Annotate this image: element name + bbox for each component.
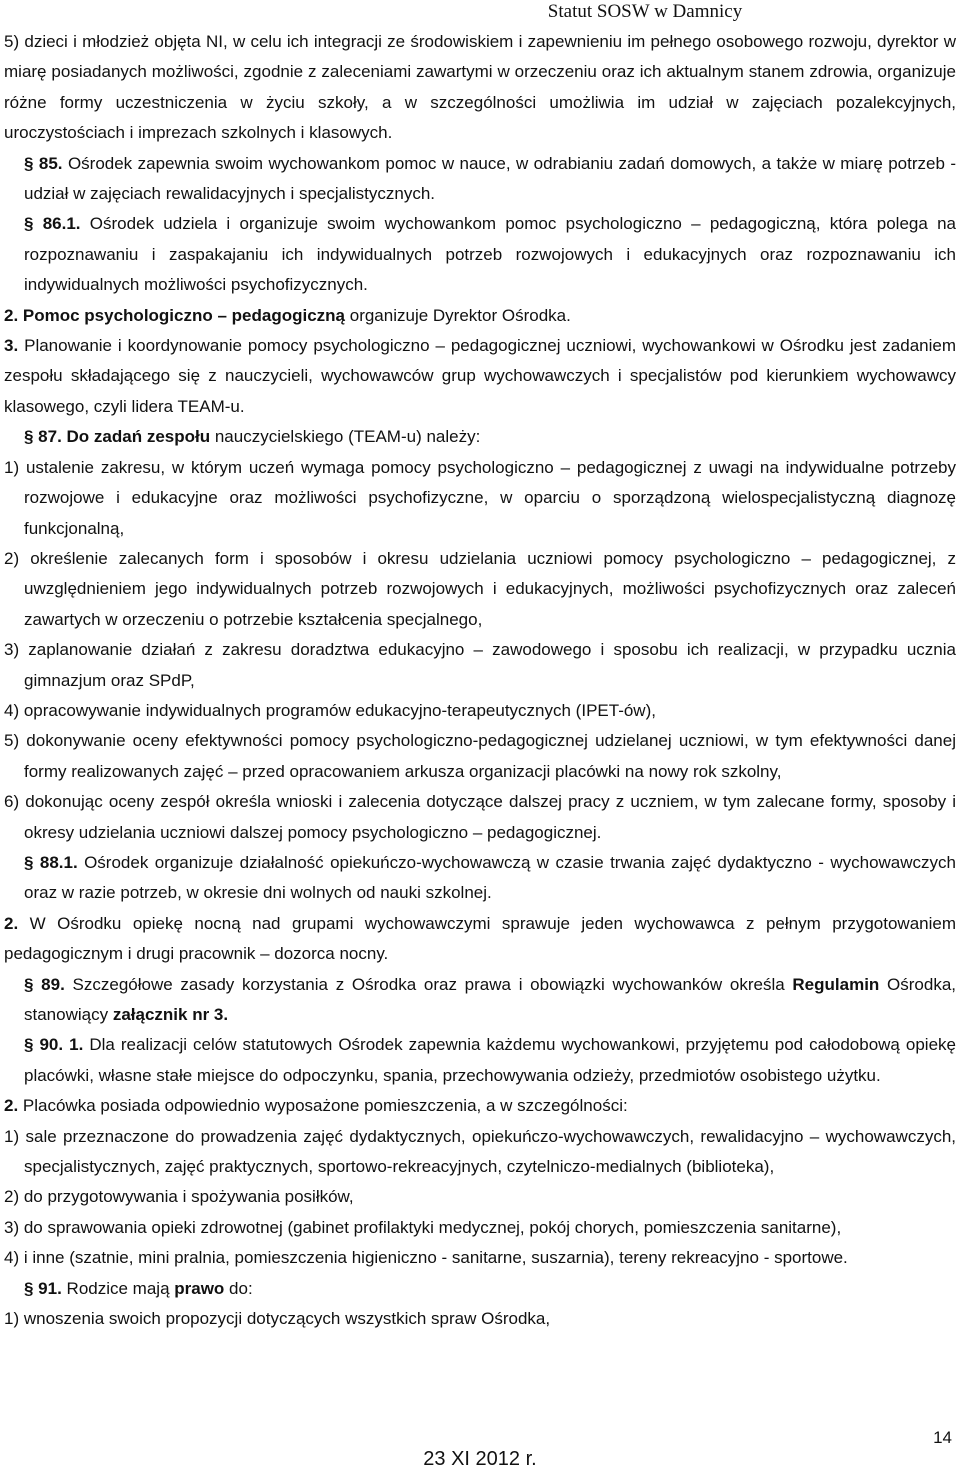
paragraph-86-3: 3. Planowanie i koordynowanie pomocy psychologiczno – pedagogicznej uczniowi, wychowankowi w Ośrodku jest zadaniem zespołu składającego się z nauczycieli, wychowawców grup wychowawczych i specjalistów pod kierunkiem wychowawcy klasowego, czyli lidera TEAM-u. (4, 336, 956, 416)
paragraph-90-2: 2. Placówka posiada odpowiednio wyposażone pomieszczenia, a w szczególności: (4, 1096, 628, 1116)
document-body (4, 27, 956, 1334)
list-item: 2) określenie zalecanych form i sposobów i okresu udzielania uczniowi pomocy psychologiczno – pedagogicznej, z uwzględnieniem jego indywidualnych potrzeb rozwojowych i edukacyjnych, możliwości psychofizycznych oraz zaleceń zawartych w orzeczeniu o potrzebie kształcenia specjalnego, (4, 548, 956, 629)
list-item: 2) do przygotowywania i spożywania posiłków, (4, 1187, 354, 1207)
list-item: 6) dokonując oceny zespół określa wnioski i zalecenia dotyczące dalszej pracy z uczniem, w tym zalecane formy, sposoby i okresy udzielania uczniowi dalszej pomocy psychologiczno – pedagogicznej. (4, 792, 956, 842)
list-item: 3) do sprawowania opieki zdrowotnej (gabinet profilaktyki medycznej, pokój chorych, pomieszczenia sanitarne), (4, 1217, 842, 1237)
paragraph-87: § 87. Do zadań zespołu nauczycielskiego (TEAM-u) należy: (24, 427, 481, 447)
footer-date: 23 XI 2012 r. (423, 1448, 537, 1470)
paragraph-91: § 91. Rodzice mają prawo do: (24, 1278, 253, 1298)
list-item: 5) dokonywanie oceny efektywności pomocy psychologiczno-pedagogicznej udzielanej uczniowi, w tym efektywności danej formy realizowanych zajęć – przed opracowaniem arkusza organizacji placówki na nowy rok szkolny, (4, 731, 956, 781)
page-number: 14 (933, 1428, 952, 1447)
paragraph-item-5: 5) dzieci i młodzież objęta NI, w celu ich integracji ze środowiskiem i zapewnieniu im pełnego osobowego rozwoju, dyrektor w miarę posiadanych możliwości, zgodnie z zaleceniami zawartymi w orzeczeniu oraz ich aktualnym stanem zdrowia, organizuje różne formy uczestniczenia w życiu szkoły, a w szczególności umożliwia im udział w zajęciach pozalekcyjnych, uroczystościach i imprezach szkolnych i klasowych. (4, 32, 956, 143)
paragraph-89: § 89. Szczegółowe zasady korzystania z Ośrodka oraz prawa i obowiązki wychowanków określa Regulamin Ośrodka, stanowiący załącznik nr 3. (24, 974, 957, 1024)
paragraph-85: § 85. Ośrodek zapewnia swoim wychowankom pomoc w nauce, w odrabianiu zadań domowych, a także w miarę potrzeb - udział w zajęciach rewalidacyjnych i specjalistycznych. (24, 153, 957, 204)
list-item: 4) opracowywanie indywidualnych programów edukacyjno-terapeutycznych (IPET-ów), (4, 700, 656, 720)
paragraph-86-1: § 86.1. Ośrodek udziela i organizuje swoim wychowankom pomoc psychologiczno – pedagogiczną, która polega na rozpoznawaniu i zaspakajaniu ich indywidualnych potrzeb rozwojowych i edukacyjnych oraz rozpoznawaniu ich indywidualnych możliwości psychofizycznych. (24, 214, 956, 295)
list-item: 1) ustalenie zakresu, w którym uczeń wymaga pomocy psychologiczno – pedagogicznej z uwagi na indywidualne potrzeby rozwojowe i edukacyjne oraz możliwości psychofizyczne, w oparciu o sporządzoną wielospecjalistyczną diagnozę funkcjonalną, (4, 457, 956, 538)
list-item: 4) i inne (szatnie, mini pralnia, pomieszczenia higieniczno - sanitarne, suszarnia), tereny rekreacyjno - sportowe. (4, 1248, 848, 1268)
list-item: 3) zaplanowanie działań z zakresu doradztwa edukacyjno – zawodowego i sposobu ich realizacji, w przypadku ucznia gimnazjum oraz SPdP, (4, 640, 956, 690)
paragraph-86-2: 2. Pomoc psychologiczno – pedagogiczną organizuje Dyrektor Ośrodka. (4, 305, 571, 325)
paragraph-88-1: § 88.1. Ośrodek organizuje działalność opiekuńczo-wychowawczą w czasie trwania zajęć dydaktyczno - wychowawczych oraz w razie potrzeb, w okresie dni wolnych od nauki szkolnej. (24, 852, 956, 903)
page-header: Statut SOSW w Damnicy (547, 1, 743, 22)
list-item: 1) wnoszenia swoich propozycji dotyczących wszystkich spraw Ośrodka, (4, 1309, 551, 1329)
paragraph-90-1: § 90. 1. Dla realizacji celów statutowych Ośrodek zapewnia każdemu wychowankowi, przyjętemu pod całodobową opiekę placówki, własne stałe miejsce do odpoczynku, spania, przechowywania odzieży, przedmiotów osobistego użytku. (24, 1035, 956, 1085)
paragraph-88-2: 2. W Ośrodku opiekę nocną nad grupami wychowawczymi sprawuje jeden wychowawca z pełnym przygotowaniem pedagogicznym i drugi pracownik – dozorca nocny. (4, 913, 956, 964)
list-item: 1) sale przeznaczone do prowadzenia zajęć dydaktycznych, opiekuńczo-wychowawczych, rewalidacyjno – wychowawczych, specjalistycznych, zajęć praktycznych, sportowo-rekreacyjnych, czytelniczo-medialnych (biblioteka), (4, 1126, 956, 1177)
